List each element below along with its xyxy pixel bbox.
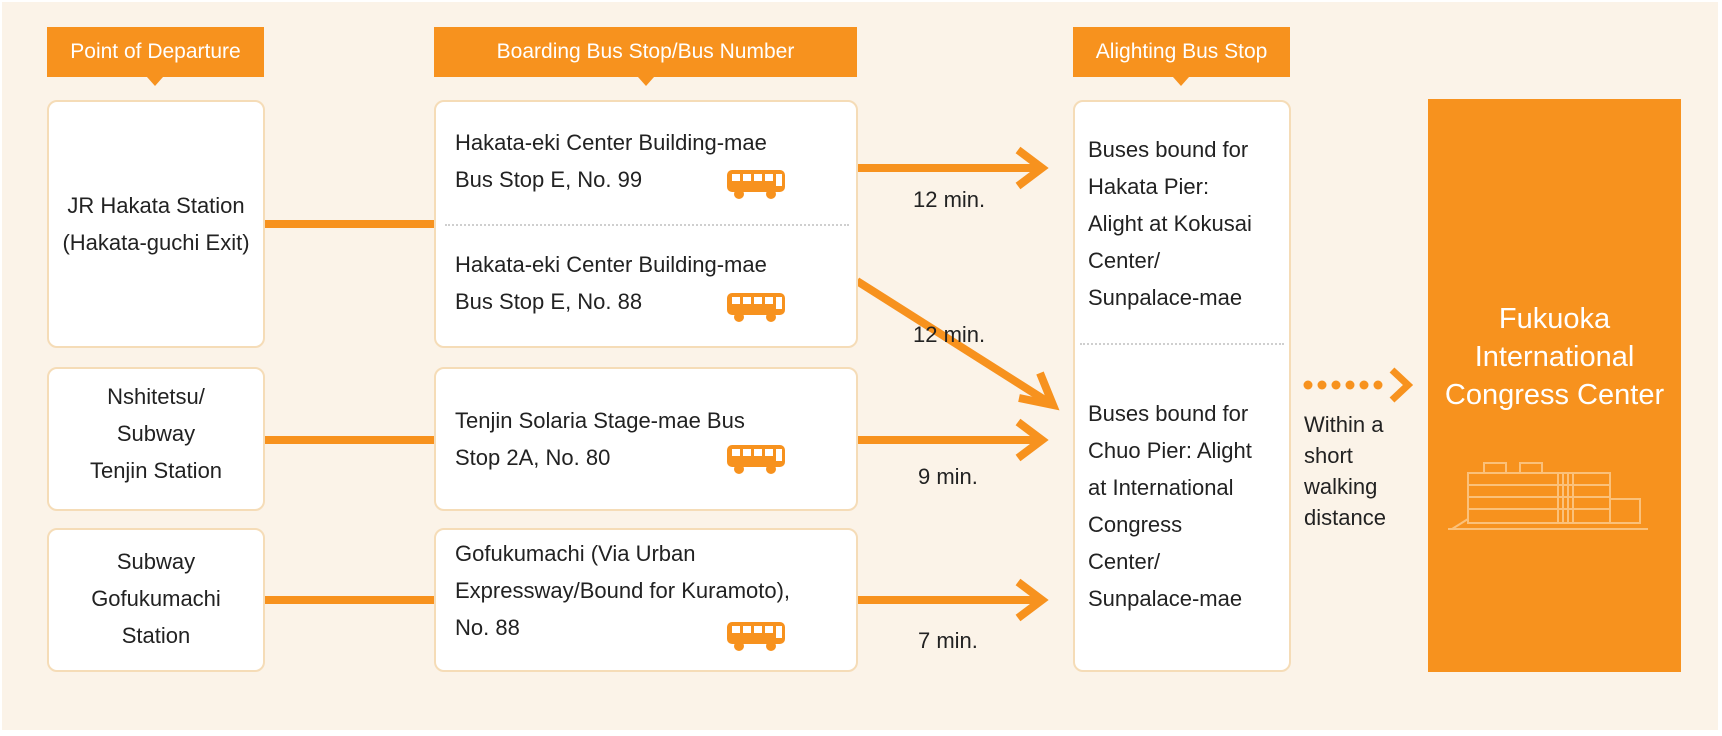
boarding-gofuku88-line2: Expressway/Bound for Kuramoto),	[455, 578, 791, 603]
walking-line3: walking	[1304, 474, 1378, 499]
bus-icon	[725, 168, 787, 200]
bus-icon	[725, 620, 787, 652]
duration-no99: 12 min.	[913, 187, 986, 212]
duration-gofuku88: 7 min.	[918, 628, 978, 653]
building-icon	[1448, 455, 1658, 535]
walking-distance-text	[1304, 409, 1386, 533]
departure-gofukumachi-line1: Subway	[116, 549, 196, 574]
boarding-no80-line2: Stop 2A, No. 80	[455, 445, 611, 470]
destination-line2: International	[1474, 341, 1635, 373]
walking-arrow	[1304, 370, 1409, 400]
header-boarding-pointer	[638, 77, 654, 86]
alighting-chuo-line4: Congress	[1088, 512, 1183, 537]
header-boarding	[434, 27, 857, 77]
header-alighting-pointer	[1173, 77, 1189, 86]
destination-line1: Fukuoka	[1498, 303, 1611, 335]
boarding-no80-text	[455, 402, 745, 476]
alighting-divider	[1080, 343, 1284, 345]
arrow-no99	[857, 150, 1042, 186]
duration-no80: 9 min.	[918, 464, 978, 489]
boarding-no88-line1: Hakata-eki Center Building-mae	[455, 252, 767, 277]
alighting-chuo-line5: Center/	[1088, 549, 1161, 574]
alighting-chuo-line1: Buses bound for	[1088, 401, 1249, 426]
alighting-chuo-line2: Chuo Pier: Alight	[1088, 438, 1252, 463]
walking-line1: Within a	[1304, 412, 1384, 437]
destination-title	[1428, 300, 1681, 414]
alighting-chuo-line6: Sunpalace-mae	[1088, 586, 1243, 611]
boarding-gofuku88-line3: No. 88	[455, 615, 520, 640]
bus-icon	[725, 443, 787, 475]
header-departure-pointer	[147, 77, 163, 86]
departure-gofukumachi-line3: Station	[121, 623, 191, 648]
header-alighting-label: Alighting Bus Stop	[1095, 40, 1268, 63]
departure-tenjin-text	[47, 378, 265, 489]
walking-line4: distance	[1304, 505, 1386, 530]
departure-hakata-text	[47, 187, 265, 261]
duration-no88: 12 min.	[913, 322, 986, 347]
departure-tenjin-line2: Subway	[116, 421, 196, 446]
alighting-hakata-line5: Sunpalace-mae	[1088, 285, 1243, 310]
alighting-hakata-line2: Hakata Pier:	[1088, 174, 1210, 199]
boarding-no88-text	[455, 246, 767, 320]
departure-hakata-line1: JR Hakata Station	[67, 193, 245, 218]
boarding-gofuku88-line1: Gofukumachi (Via Urban	[455, 541, 696, 566]
arrow-no80	[857, 422, 1042, 458]
header-departure	[47, 27, 264, 77]
arrow-gofuku88	[857, 582, 1042, 618]
header-boarding-label: Boarding Bus Stop/Bus Number	[496, 40, 795, 63]
boarding-no88-line2: Bus Stop E, No. 88	[455, 289, 643, 314]
bus-icon	[725, 291, 787, 323]
alighting-chuo-pier-text	[1088, 395, 1252, 617]
alighting-hakata-line3: Alight at Kokusai	[1088, 211, 1252, 236]
header-departure-label: Point of Departure	[70, 40, 241, 63]
departure-tenjin-line3: Tenjin Station	[89, 458, 223, 483]
alighting-hakata-line4: Center/	[1088, 248, 1161, 273]
boarding-no80-line1: Tenjin Solaria Stage-mae Bus	[455, 408, 745, 433]
departure-gofukumachi-text	[47, 543, 265, 654]
boarding-no99-text	[455, 124, 767, 198]
boarding-divider	[445, 224, 849, 226]
header-alighting	[1073, 27, 1290, 77]
walking-line2: short	[1304, 443, 1353, 468]
boarding-no99-line1: Hakata-eki Center Building-mae	[455, 130, 767, 155]
alighting-chuo-line3: at International	[1088, 475, 1234, 500]
alighting-hakata-line1: Buses bound for	[1088, 137, 1249, 162]
departure-hakata-line2: (Hakata-guchi Exit)	[62, 230, 250, 255]
departure-tenjin-line1: Nshitetsu/	[107, 384, 205, 409]
alighting-hakata-pier-text	[1088, 131, 1252, 316]
departure-gofukumachi-line2: Gofukumachi	[91, 586, 221, 611]
boarding-no99-line2: Bus Stop E, No. 99	[455, 167, 643, 192]
destination-line3: Congress Center	[1444, 379, 1665, 411]
